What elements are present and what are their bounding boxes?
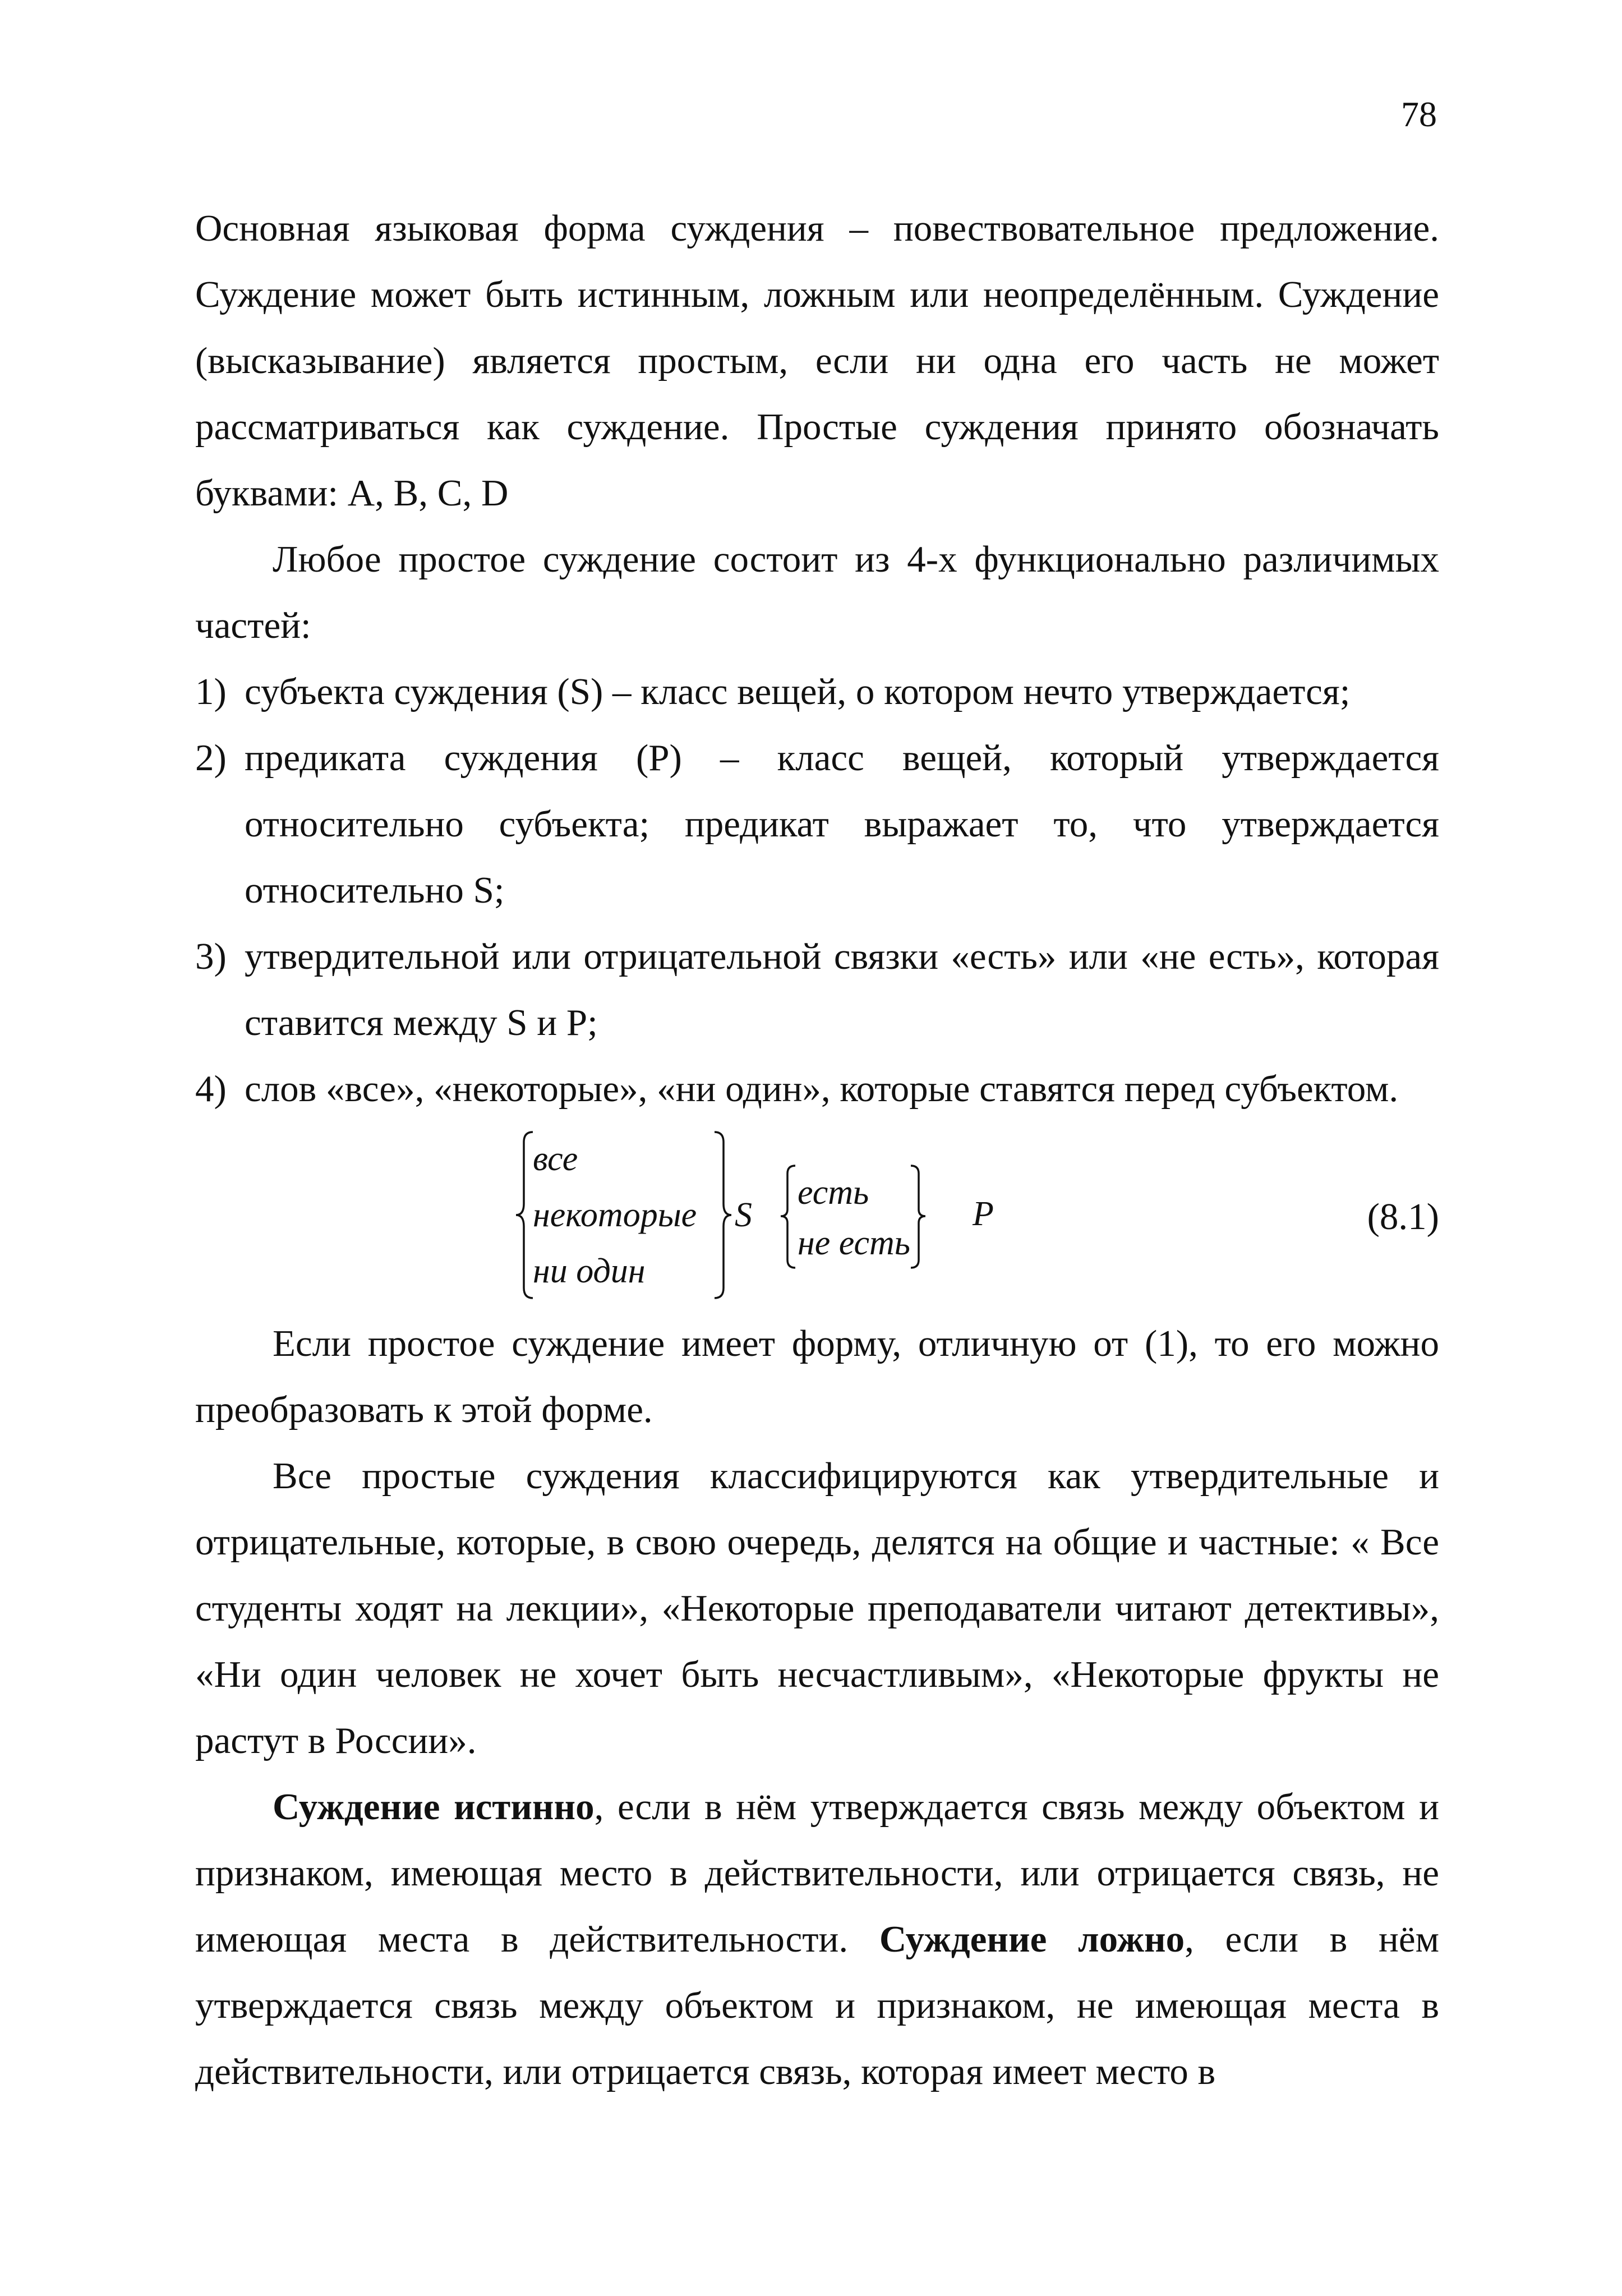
paragraph-truth — [195, 1774, 1439, 2105]
formula-predicate: P — [973, 1195, 994, 1233]
formula-subject: S — [735, 1196, 752, 1234]
falsity-definition-text: , если в нём утверждается связь между объектом и признаком, не имеющая места в действительности, или отрицается связь, которая имеет место в — [195, 1918, 1439, 2092]
list-item-text: слов «все», «некоторые», «ни один», которые ставятся перед субъектом. — [245, 1068, 1399, 1110]
quantifier-none: ни один — [533, 1252, 646, 1290]
left-brace-copulas — [781, 1166, 795, 1268]
list-item — [195, 725, 1439, 923]
left-brace-quantifiers — [516, 1132, 533, 1298]
list-item — [195, 923, 1439, 1056]
list-item-text: утвердительной или отрицательной связки «есть» или «не есть», которая ставится между S и P; — [245, 936, 1439, 1043]
list-item-text: субъекта суждения (S) – класс вещей, о котором нечто утверждается; — [245, 671, 1351, 712]
list-item-number: 2) — [195, 737, 227, 779]
copula-is-not: не есть — [798, 1224, 910, 1262]
parts-list — [195, 659, 1439, 1122]
paragraph-classification: Все простые суждения классифицируются как утвердительные и отрицательные, которые, в свою очередь, делятся на общие и частные: « Все студенты ходят на лекции», «Некоторые преподаватели читают детективы», «Ни один человек не хочет быть несчастливым», «Некоторые фрукты не растут в России». — [195, 1455, 1439, 1761]
term-true-judgement: Суждение истинно — [273, 1786, 595, 1828]
formula-graphic — [509, 1125, 1070, 1305]
list-item-text: предиката суждения (P) – класс вещей, который утверждается относительно субъекта; предикат выражает то, что утверждается относительно S; — [245, 737, 1439, 911]
paragraph-transform: Если простое суждение имеет форму, отличную от (1), то его можно преобразовать к этой форме. — [195, 1323, 1439, 1430]
list-item — [195, 659, 1439, 725]
formula-number: (8.1) — [1367, 1196, 1439, 1237]
right-brace-copulas — [911, 1166, 925, 1268]
copula-is: есть — [798, 1174, 869, 1212]
page-number: 78 — [1401, 94, 1437, 134]
truth-definition-text: , если в нём утверждается связь между объектом и признаком, имеющая место в действительности, или отрицается связь, не имеющая места в действительности. — [195, 1786, 1439, 1960]
quantifier-all: все — [533, 1140, 578, 1178]
right-brace-quantifiers — [715, 1132, 731, 1298]
quantifier-some: некоторые — [533, 1196, 697, 1234]
formula-8-1 — [195, 1125, 1439, 1305]
term-false-judgement: Суждение ложно — [879, 1918, 1185, 1960]
paragraph-intro: Основная языковая форма суждения – повествовательное предложение. Суждение может быть истинным, ложным или неопределённым. Суждение (высказывание) является простым, если ни одна его часть не может рассматриваться как суждение. Простые суждения принято обозначать буквами: A, B, C, D — [195, 208, 1439, 514]
list-item-number: 3) — [195, 936, 227, 977]
list-item-number: 4) — [195, 1068, 227, 1110]
list-item-number: 1) — [195, 671, 227, 712]
list-item — [195, 1056, 1439, 1122]
paragraph-parts-intro: Любое простое суждение состоит из 4-х функционально различимых частей: — [195, 539, 1439, 646]
page-body — [195, 195, 1439, 2105]
